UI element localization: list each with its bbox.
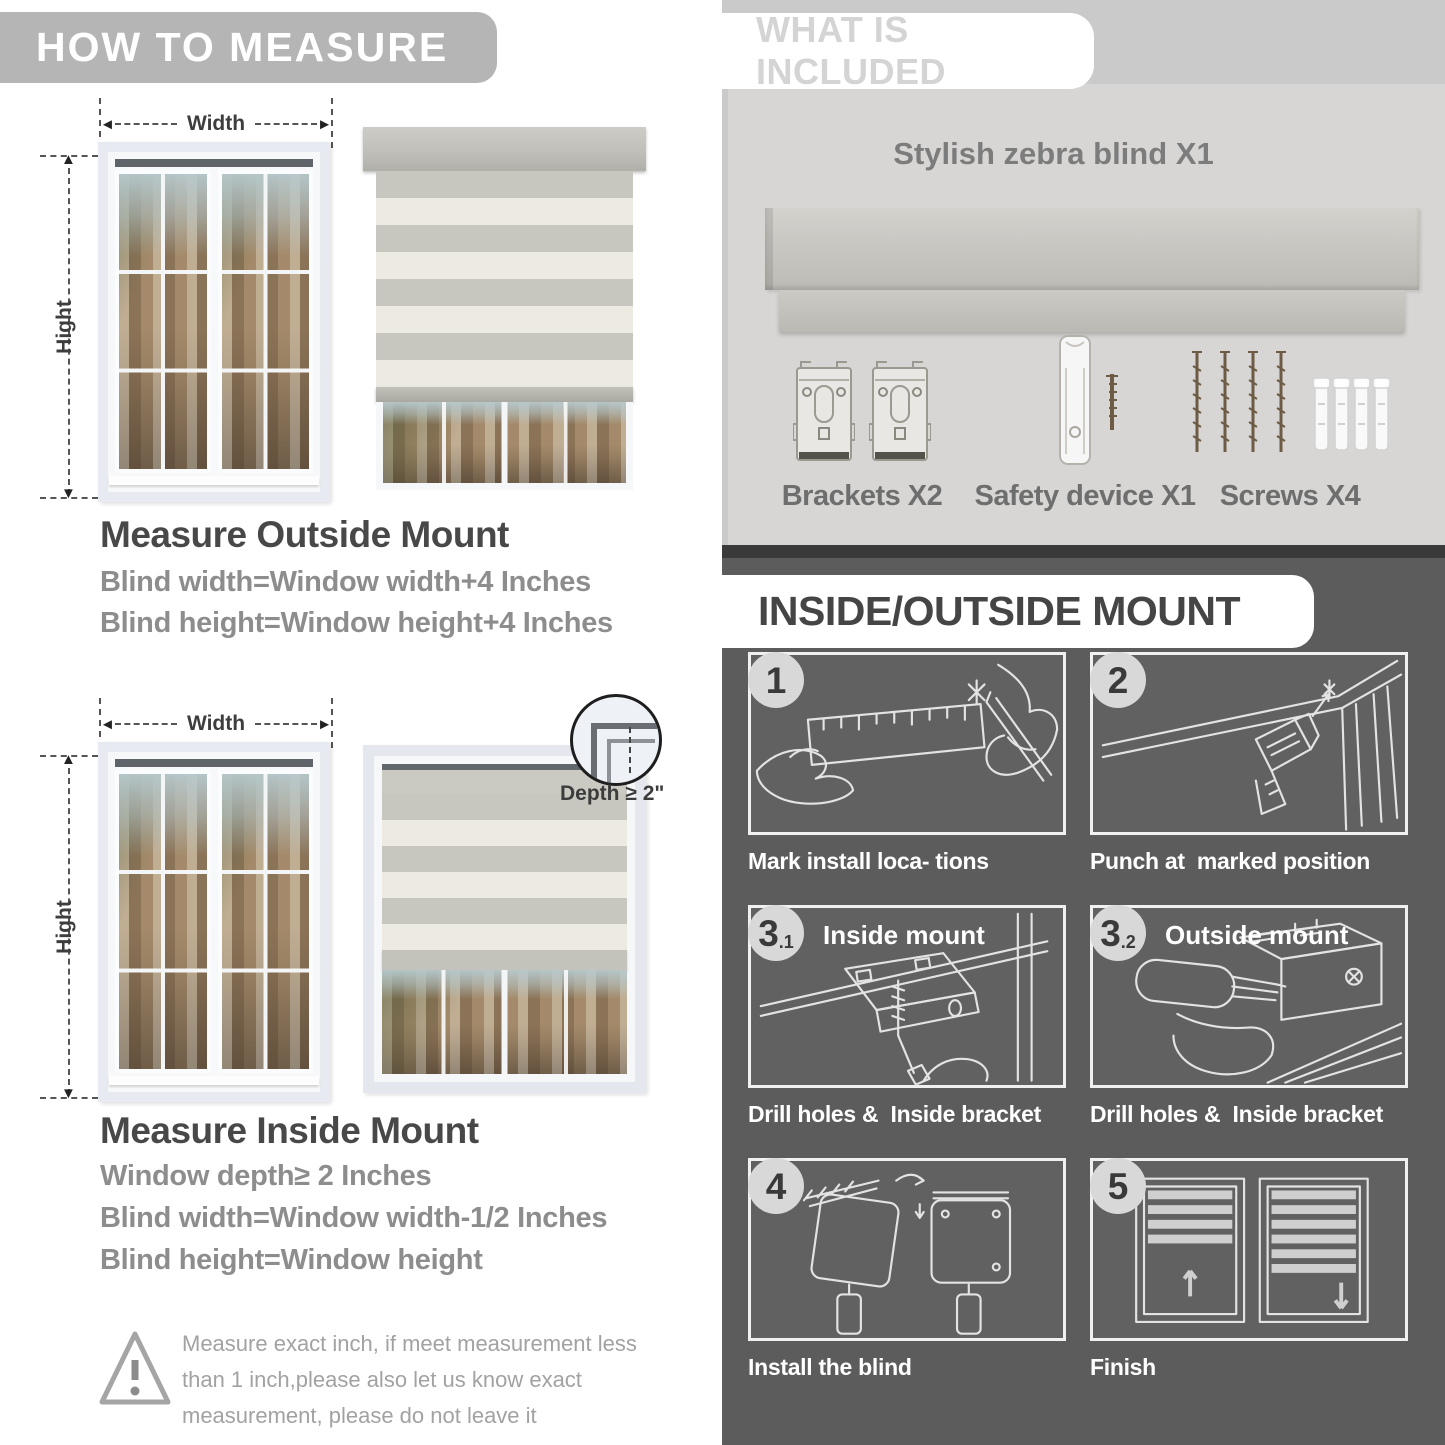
step-number-badge: 3 .2 xyxy=(1090,905,1146,961)
step-number-badge: 3 .1 xyxy=(748,905,804,961)
window-casement xyxy=(218,170,314,473)
zebra-blind-quantity-label: Stylish zebra blind X1 xyxy=(893,136,1214,171)
window-illustration-inside xyxy=(98,742,330,1102)
screws-label: Screws X4 xyxy=(1219,480,1361,512)
bracket-icon xyxy=(869,360,931,468)
depth-requirement-label: Depth ≥ 2" xyxy=(560,782,665,805)
arrow-left-icon: ◄ xyxy=(100,115,115,133)
step-caption: Finish xyxy=(1090,1354,1156,1380)
step-title: Outside mount xyxy=(1165,920,1349,950)
blind-bottom-rail xyxy=(382,950,627,970)
window-sill xyxy=(109,1076,319,1085)
blind-stripes xyxy=(382,794,627,950)
window-casement xyxy=(115,170,211,473)
window-below-blind xyxy=(376,402,633,490)
blind-headrail xyxy=(363,127,646,171)
window-sill xyxy=(109,476,319,485)
screws-and-anchors-icon xyxy=(1185,348,1395,468)
step-title: Inside mount xyxy=(823,920,985,950)
step-caption: Drill holes & Inside bracket xyxy=(1090,1101,1383,1127)
packaged-blind-headrail xyxy=(765,208,1419,290)
mount-section-header xyxy=(722,575,1314,648)
bracket-icon xyxy=(793,360,855,468)
window-illustration-outside xyxy=(98,142,330,502)
step-number-badge: 5 xyxy=(1090,1158,1146,1214)
what-is-included-header-label: WHAT IS INCLUDED xyxy=(756,9,946,92)
arrow-left-icon: ◄ xyxy=(100,715,115,733)
width-dimension-bottom xyxy=(100,712,332,736)
inside-mount-line1: Window depth≥ 2 Inches xyxy=(100,1160,432,1192)
step-3-1 xyxy=(748,905,1066,1128)
packaged-blind-roll xyxy=(779,290,1405,332)
step-caption: Install the blind xyxy=(748,1354,912,1380)
screws-part-group xyxy=(1175,340,1405,513)
safety-device-part-group xyxy=(970,340,1200,513)
step-caption: Drill holes & Inside bracket xyxy=(748,1101,1041,1127)
window-casement xyxy=(218,770,314,1073)
outside-mount-line1: Blind width=Window width+4 Inches xyxy=(100,566,591,598)
step-number-badge: 2 xyxy=(1090,652,1146,708)
arrow-right-icon: ► xyxy=(317,115,332,133)
width-label: Width xyxy=(186,712,246,735)
arrow-down-icon: ▼ xyxy=(61,485,76,502)
dim-tick xyxy=(331,698,333,748)
step-2 xyxy=(1090,652,1408,875)
dim-tick xyxy=(99,98,101,148)
what-is-included-header xyxy=(722,9,1094,92)
blind-outside-mount-illustration xyxy=(363,127,646,490)
window-casement xyxy=(115,770,211,1073)
outside-mount-title: Measure Outside Mount xyxy=(100,514,509,555)
dim-tick xyxy=(99,698,101,748)
inside-mount-line3: Blind height=Window height xyxy=(100,1244,483,1276)
how-to-measure-header-label: HOW TO MEASURE xyxy=(36,24,449,70)
outside-mount-line2: Blind height=Window height+4 Inches xyxy=(100,607,613,639)
what-is-included-section xyxy=(722,0,1445,545)
step-5 xyxy=(1090,1158,1408,1381)
arrow-down-icon: ▼ xyxy=(61,1085,76,1102)
width-dimension-top xyxy=(100,112,332,136)
safety-device-label: Safety device X1 xyxy=(974,480,1196,512)
arrow-up-icon: ▲ xyxy=(61,151,76,168)
arrow-up-icon: ▲ xyxy=(61,751,76,768)
step-number-badge: 1 xyxy=(748,652,804,708)
inside-mount-line2: Blind width=Window width-1/2 Inches xyxy=(100,1202,608,1234)
width-label: Width xyxy=(186,112,246,135)
step-caption: Mark install loca- tions xyxy=(748,848,989,874)
height-label: Hight xyxy=(52,300,76,354)
section-divider xyxy=(722,545,1445,558)
blind-stripes xyxy=(376,171,633,387)
warning-triangle-icon xyxy=(98,1328,172,1408)
dim-tick xyxy=(331,98,333,148)
mount-instructions-section xyxy=(722,545,1445,1445)
step-caption: Punch at marked position xyxy=(1090,848,1371,874)
mount-section-header-label: INSIDE/OUTSIDE MOUNT xyxy=(758,588,1241,634)
safety-device-icon xyxy=(1040,334,1130,468)
how-to-measure-header xyxy=(0,12,497,83)
window-below-blind xyxy=(382,970,627,1074)
blind-bottom-rail xyxy=(376,387,633,402)
step-1 xyxy=(748,652,1066,875)
arrow-right-icon: ► xyxy=(317,715,332,733)
height-label: Hight xyxy=(52,900,76,954)
step-4 xyxy=(748,1158,1066,1381)
step-3-2 xyxy=(1090,905,1408,1128)
inside-mount-title: Measure Inside Mount xyxy=(100,1110,479,1151)
step-number-badge: 4 xyxy=(748,1158,804,1214)
measurement-warning-text: Measure exact inch, if meet measurement less than 1 inch,please also let us know exact measurement, please do not leave it xyxy=(182,1331,637,1428)
depth-detail-callout xyxy=(570,694,662,786)
brackets-part-group xyxy=(747,340,977,513)
brackets-label: Brackets X2 xyxy=(781,480,943,512)
